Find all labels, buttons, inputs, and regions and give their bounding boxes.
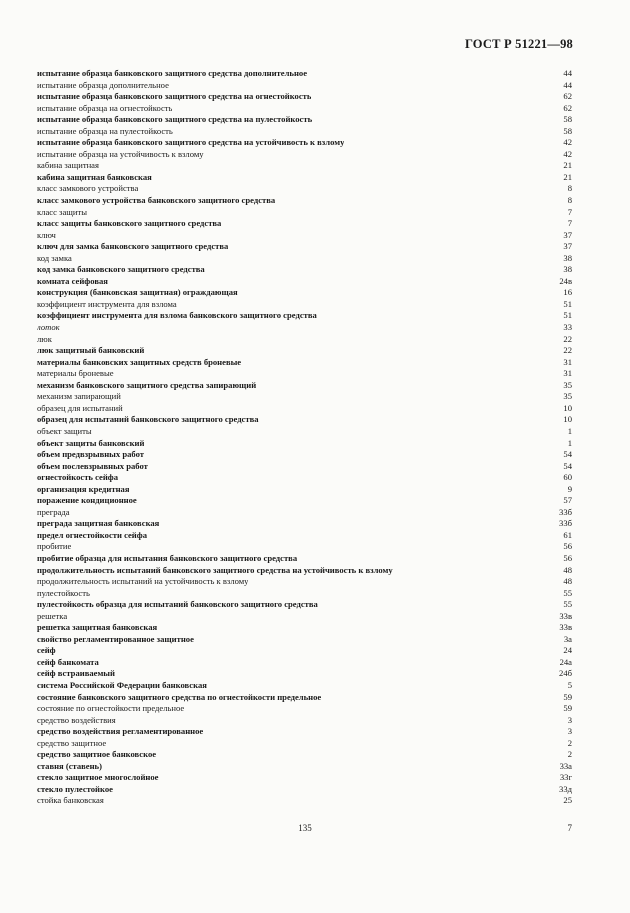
- index-term: образец для испытаний банковского защитного средства: [37, 414, 259, 425]
- index-term: средство воздействия: [37, 714, 116, 725]
- index-page-ref: 51: [563, 310, 572, 321]
- index-term: объем послевзрывных работ: [37, 460, 148, 471]
- index-entry: [37, 611, 572, 623]
- index-page-ref: 24а: [559, 656, 572, 667]
- index-term: испытание образца на огнестойкость: [37, 102, 173, 113]
- index-term: объем предвзрывных работ: [37, 449, 144, 460]
- index-page-ref: 60: [563, 472, 572, 483]
- index-term: система Российской Федерации банковская: [37, 679, 207, 690]
- index-entry: [37, 426, 572, 438]
- index-term: ключ: [37, 229, 56, 240]
- index-page-ref: 8: [567, 195, 572, 206]
- index-term: предел огнестойкости сейфа: [37, 529, 148, 540]
- index-term: испытание образца банковского защитного средства на устойчивость к взлому: [37, 137, 345, 148]
- index-term: огнестойкость сейфа: [37, 472, 119, 483]
- index-page-ref: 8: [567, 183, 572, 194]
- index-term: организация кредитная: [37, 483, 130, 494]
- index-term: испытание образца банковского защитного средства на огнестойкость: [37, 91, 312, 102]
- index-entry: [37, 715, 572, 727]
- index-term: испытание образца на устойчивость к взлому: [37, 148, 204, 159]
- index-entry: [37, 241, 572, 253]
- index-page-ref: 33б: [559, 506, 572, 517]
- index-page-ref: 42: [563, 148, 572, 159]
- index-page-ref: 61: [563, 529, 572, 540]
- index-page-ref: 22: [563, 333, 572, 344]
- index-entry: [37, 68, 572, 80]
- index-page-ref: 33в: [559, 622, 572, 633]
- index-page-ref: 24: [563, 645, 572, 656]
- index-term: состояние банковского защитного средства по огнестойкости предельное: [37, 691, 322, 702]
- index-term: объект защиты банковский: [37, 437, 145, 448]
- index-term: стойка банковская: [37, 795, 104, 806]
- index-entry: [37, 230, 572, 242]
- index-page-ref: 38: [563, 252, 572, 263]
- index-page-ref: 9: [567, 483, 572, 494]
- index-page-ref: 22: [563, 345, 572, 356]
- index-entry: [37, 253, 572, 265]
- index-page-ref: 31: [563, 368, 572, 379]
- index-page-ref: 58: [563, 125, 572, 136]
- index-entry: [37, 103, 572, 115]
- index-entry: [37, 461, 572, 473]
- index-term: сейф банкомата: [37, 656, 99, 667]
- index-term: сейф встраиваемый: [37, 668, 115, 679]
- index-entry: [37, 530, 572, 542]
- index-term: кабина защитная: [37, 160, 99, 171]
- index-term: лоток: [37, 322, 60, 333]
- index-page-ref: 62: [563, 91, 572, 102]
- index-entry: [37, 472, 572, 484]
- index-entry: [37, 484, 572, 496]
- index-term: материалы банковских защитных средств броневые: [37, 356, 242, 367]
- index-entry: [37, 91, 572, 103]
- index-page-ref: 38: [563, 264, 572, 275]
- index-entry: [37, 114, 572, 126]
- index-term: пулестойкость образца для испытаний банковского защитного средства: [37, 599, 318, 610]
- index-term: средство защитное: [37, 737, 107, 748]
- index-entry: [37, 403, 572, 415]
- index-entry: [37, 126, 572, 138]
- index-entry: [37, 160, 572, 172]
- index-entry: [37, 414, 572, 426]
- index-entry: [37, 299, 572, 311]
- index-term: испытание образца банковского защитного средства дополнительное: [37, 68, 308, 78]
- index-entry: [37, 738, 572, 750]
- index-page-ref: 33б: [559, 518, 572, 529]
- index-page-ref: 54: [563, 460, 572, 471]
- index-term: продолжительность испытаний банковского защитного средства на устойчивость к взлому: [37, 564, 393, 575]
- index-term: люк: [37, 333, 52, 344]
- index-entry: [37, 599, 572, 611]
- index-page-ref: 33: [563, 322, 572, 333]
- index-entry: [37, 438, 572, 450]
- index-entry: [37, 172, 572, 184]
- index-page-ref: 56: [563, 552, 572, 563]
- index-page-ref: 3: [567, 714, 572, 725]
- index-entry: [37, 703, 572, 715]
- index-page-ref: 24в: [559, 275, 572, 286]
- index-entry: [37, 218, 572, 230]
- page-number: 135: [298, 823, 312, 833]
- index-entry: [37, 334, 572, 346]
- index-page-ref: 37: [563, 241, 572, 252]
- index-page-ref: 3а: [563, 633, 572, 644]
- index-page-ref: 7: [567, 206, 572, 217]
- index-term: механизм банковского защитного средства запирающий: [37, 379, 257, 390]
- index-entry: [37, 287, 572, 299]
- index-term: класс замкового устройства: [37, 183, 139, 194]
- index-term: код замка: [37, 252, 72, 263]
- index-term: образец для испытаний: [37, 402, 123, 413]
- index-entry: [37, 183, 572, 195]
- index-page-ref: 58: [563, 114, 572, 125]
- index-page-ref: 10: [563, 402, 572, 413]
- index-page-ref: 44: [563, 79, 572, 90]
- index-page-ref: 21: [563, 160, 572, 171]
- index-term: ставня (ставень): [37, 760, 102, 771]
- index-term: продолжительность испытаний на устойчивость к взлому: [37, 576, 249, 587]
- index-page-ref: 2: [567, 749, 572, 760]
- index-term: объект защиты: [37, 425, 92, 436]
- index-entry: [37, 380, 572, 392]
- index-page-ref: 44: [563, 68, 572, 78]
- index-entry: [37, 345, 572, 357]
- index-term: пулестойкость: [37, 587, 90, 598]
- index-page-ref: 33г: [559, 772, 572, 783]
- index-term: комната сейфовая: [37, 275, 108, 286]
- index-entry: [37, 726, 572, 738]
- index-term: класс замкового устройства банковского защитного средства: [37, 195, 276, 206]
- index-page-ref: 10: [563, 414, 572, 425]
- index-term: люк защитный банковский: [37, 345, 145, 356]
- index-entry: [37, 668, 572, 680]
- index-page-ref: 59: [563, 691, 572, 702]
- index-term: поражение кондиционное: [37, 495, 137, 506]
- index-term: код замка банковского защитного средства: [37, 264, 205, 275]
- index-entry: [37, 195, 572, 207]
- index-page-ref: 1: [567, 437, 572, 448]
- index-entry: [37, 137, 572, 149]
- index-term: испытание образца банковского защитного средства на пулестойкость: [37, 114, 313, 125]
- index-entry: [37, 749, 572, 761]
- index-entry: [37, 264, 572, 276]
- index-page-ref: 31: [563, 356, 572, 367]
- index-page-ref: 55: [563, 587, 572, 598]
- index-entry: [37, 576, 572, 588]
- index-entry: [37, 541, 572, 553]
- index-page-ref: 62: [563, 102, 572, 113]
- index-term: механизм запирающий: [37, 391, 121, 402]
- term-index: [37, 68, 572, 807]
- index-term: конструкция (банковская защитная) ограждающая: [37, 287, 238, 298]
- index-page-ref: 5: [567, 679, 572, 690]
- index-entry: [37, 357, 572, 369]
- index-term: стекло защитное многослойное: [37, 772, 159, 783]
- index-entry: [37, 518, 572, 530]
- index-term: испытание образца на пулестойкость: [37, 125, 173, 136]
- index-term: преграда защитная банковская: [37, 518, 160, 529]
- index-page-ref: 21: [563, 171, 572, 182]
- index-page-ref: 24б: [559, 668, 572, 679]
- index-term: свойство регламентированное защитное: [37, 633, 194, 644]
- index-term: пробитие образца для испытания банковского защитного средства: [37, 552, 298, 563]
- index-entry: [37, 322, 572, 334]
- index-entry: [37, 149, 572, 161]
- index-page-ref: 1: [567, 425, 572, 436]
- index-entry: [37, 565, 572, 577]
- index-term: преграда: [37, 506, 70, 517]
- index-page-ref: 54: [563, 449, 572, 460]
- index-page-ref: 33д: [559, 783, 572, 794]
- index-term: пробитие: [37, 541, 72, 552]
- index-entry: [37, 449, 572, 461]
- index-page-ref: 3: [567, 726, 572, 737]
- index-term: ключ для замка банковского защитного средства: [37, 241, 229, 252]
- index-page-ref: 51: [563, 298, 572, 309]
- index-entry: [37, 495, 572, 507]
- index-term: средство воздействия регламентированное: [37, 726, 204, 737]
- index-entry: [37, 761, 572, 773]
- index-entry: [37, 507, 572, 519]
- index-page-ref: 48: [563, 576, 572, 587]
- index-term: материалы броневые: [37, 368, 114, 379]
- index-term: класс защиты: [37, 206, 88, 217]
- index-term: коэффициент инструмента для взлома: [37, 298, 177, 309]
- index-entry: [37, 634, 572, 646]
- index-entry: [37, 784, 572, 796]
- index-page-ref: 7: [567, 218, 572, 229]
- index-term: сейф: [37, 645, 56, 656]
- index-entry: [37, 772, 572, 784]
- index-entry: [37, 680, 572, 692]
- document-header: ГОСТ Р 51221—98: [464, 37, 573, 51]
- index-page-ref: 33в: [559, 610, 572, 621]
- index-page-ref: 2: [567, 737, 572, 748]
- index-page-ref: 37: [563, 229, 572, 240]
- index-entry: [37, 80, 572, 92]
- index-entry: [37, 657, 572, 669]
- index-entry: [37, 622, 572, 634]
- sheet-number: 7: [567, 823, 572, 833]
- index-page-ref: 48: [563, 564, 572, 575]
- index-page-ref: 25: [563, 795, 572, 806]
- index-term: испытание образца дополнительное: [37, 79, 169, 90]
- index-term: класс защиты банковского защитного средства: [37, 218, 222, 229]
- index-term: решетка: [37, 610, 68, 621]
- index-term: решетка защитная банковская: [37, 622, 158, 633]
- index-page-ref: 33а: [559, 760, 572, 771]
- index-entry: [37, 310, 572, 322]
- index-entry: [37, 368, 572, 380]
- index-term: состояние по огнестойкости предельное: [37, 703, 185, 714]
- index-entry: [37, 795, 572, 807]
- index-entry: [37, 553, 572, 565]
- index-entry: [37, 588, 572, 600]
- index-entry: [37, 207, 572, 219]
- index-page-ref: 16: [563, 287, 572, 298]
- index-entry: [37, 276, 572, 288]
- index-term: средство защитное банковское: [37, 749, 157, 760]
- index-page-ref: 55: [563, 599, 572, 610]
- index-page-ref: 35: [563, 391, 572, 402]
- index-term: стекло пулестойкое: [37, 783, 113, 794]
- index-page-ref: 59: [563, 703, 572, 714]
- index-term: коэффициент инструмента для взлома банковского защитного средства: [37, 310, 317, 321]
- index-page-ref: 56: [563, 541, 572, 552]
- index-page-ref: 42: [563, 137, 572, 148]
- index-term: кабина защитная банковская: [37, 171, 152, 182]
- index-page-ref: 57: [563, 495, 572, 506]
- index-page-ref: 35: [563, 379, 572, 390]
- index-entry: [37, 645, 572, 657]
- index-entry: [37, 391, 572, 403]
- index-entry: [37, 692, 572, 704]
